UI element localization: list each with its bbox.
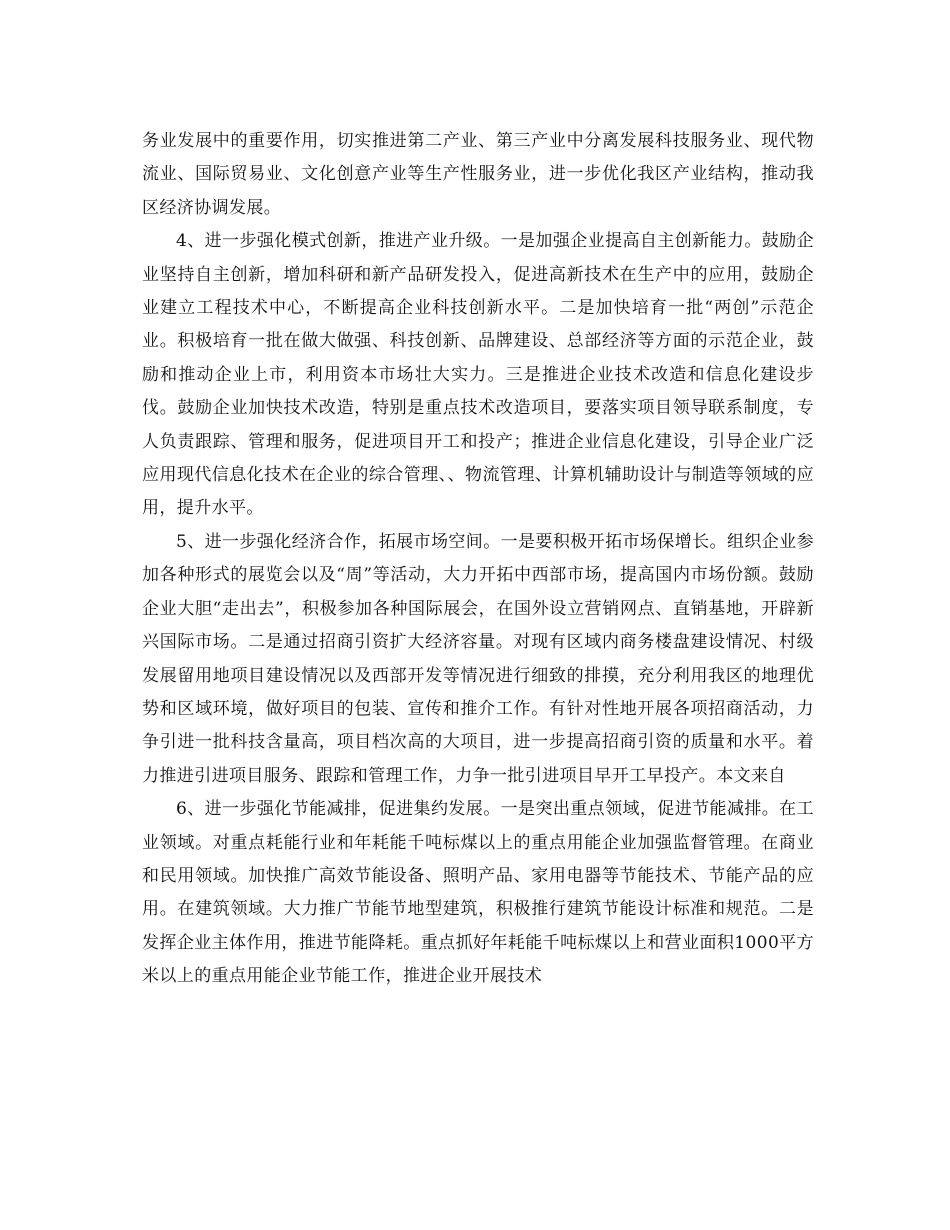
paragraph-item-4: 4、进一步强化模式创新，推进产业升级。一是加强企业提高自主创新能力。鼓励企业坚持自主创新，增加科研和新产品研发投入，促进高新技术在生产中的应用，鼓励企业建立工程技术中心，不断提高企业科技创新水平。二是加快培育一批“两创”示范企业。积极培育一批在做大做强、科技创新、品牌建设、总部经济等方面的示范企业，鼓励和推动企业上市，利用资本市场壮大实力。三是推进企业技术改造和信息化建设步伐。鼓励企业加快技术改造，特别是重点技术改造项目，要落实项目领导联系制度，专人负责跟踪、管理和服务，促进项目开工和投产；推进企业信息化建设，引导企业广泛应用现代信息化技术在企业的综合管理、、物流管理、计算机辅助设计与制造等领域的应用，提升水平。 [142,231,814,519]
paragraph-item-5: 5、进一步强化经济合作，拓展市场空间。一是要积极开拓市场保增长。组织企业参加各种形式的展览会以及“周”等活动，大力开拓中西部市场，提高国内市场份额。鼓励企业大胆“走出去”，积极参加各种国际展会，在国外设立营销网点、直销基地，开辟新兴国际市场。二是通过招商引资扩大经济容量。对现有区域内商务楼盘建设情况、村级发展留用地项目建设情况以及西部开发等情况进行细致的排摸，充分利用我区的地理优势和区域环境，做好项目的包装、宣传和推介工作。有针对性地开展各项招商活动，力争引进一批科技含量高，项目档次高的大项目，进一步提高招商引资的质量和水平。着力推进引进项目服务、跟踪和管理工作，力争一批引进项目早开工早投产。本文来自 [142,531,814,786]
document-body [142,125,814,994]
paragraph-continuation: 务业发展中的重要作用，切实推进第二产业、第三产业中分离发展科技服务业、现代物流业、国际贸易业、文化创意产业等生产性服务业，进一步优化我区产业结构，推动我区经济协调发展。 [142,131,814,218]
paragraph-item-6: 6、进一步强化节能减排，促进集约发展。一是突出重点领域，促进节能减排。在工业领域。对重点耗能行业和年耗能千吨标煤以上的重点用能企业加强监督管理。在商业和民用领域。加快推广高效节能设备、照明产品、家用电器等节能技术、节能产品的应用。在建筑领域。大力推广节能节地型建筑，积极推行建筑节能设计标准和规范。二是发挥企业主体作用，推进节能降耗。重点抓好年耗能千吨标煤以上和营业面积1000平方米以上的重点用能企业节能工作，推进企业开展技术 [142,799,814,987]
